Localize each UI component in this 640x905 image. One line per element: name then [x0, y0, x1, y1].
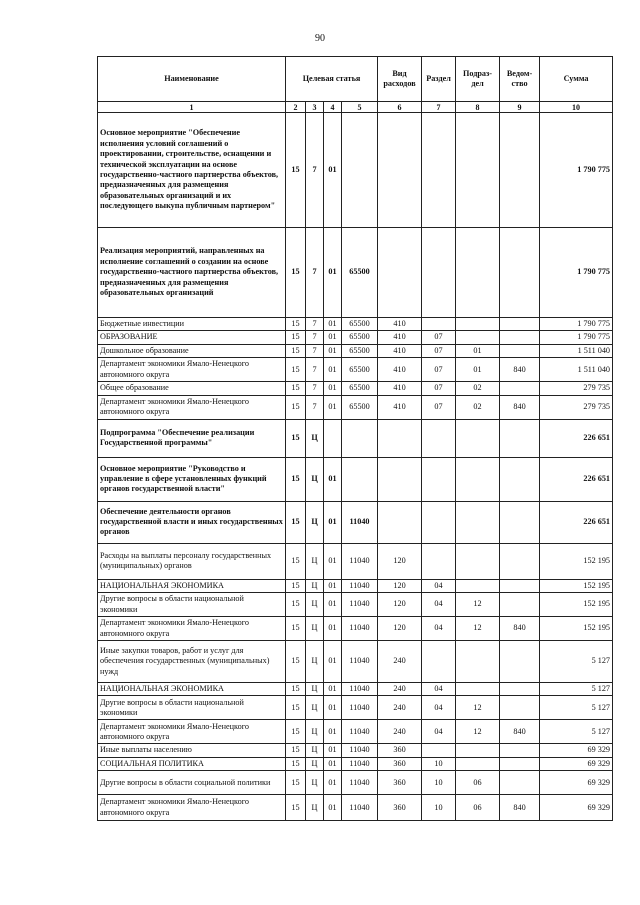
column-number: 7 — [422, 102, 456, 113]
target-article-event-cell: 01 — [324, 331, 342, 344]
target-article-program-cell: 15 — [286, 331, 306, 344]
page-number: 90 — [315, 33, 325, 44]
target-article-subprogram-cell: Ц — [306, 617, 324, 641]
target-article-program-cell: 15 — [286, 344, 306, 357]
target-article-program-cell: 15 — [286, 744, 306, 757]
target-article-event-cell: 01 — [324, 228, 342, 318]
row-name-cell: Основное мероприятие "Руководство и управление в сфере установленных функций органов государственной власти" — [98, 457, 286, 501]
target-article-program-cell: 15 — [286, 318, 306, 331]
expense-type-cell: 410 — [378, 382, 422, 395]
table-row — [98, 228, 613, 318]
section-cell — [422, 744, 456, 757]
target-article-subprogram-cell: 7 — [306, 331, 324, 344]
target-article-subprogram-cell: Ц — [306, 757, 324, 770]
target-article-event-cell: 01 — [324, 744, 342, 757]
department-cell: 840 — [500, 720, 540, 744]
subsection-cell: 12 — [456, 696, 500, 720]
section-cell — [422, 113, 456, 228]
department-cell — [500, 344, 540, 357]
target-article-program-cell: 15 — [286, 696, 306, 720]
column-number: 9 — [500, 102, 540, 113]
row-name-cell: Департамент экономики Ямало-Ненецкого автономного округа — [98, 395, 286, 419]
section-cell: 04 — [422, 683, 456, 696]
expense-type-cell — [378, 228, 422, 318]
target-article-subprogram-cell: Ц — [306, 720, 324, 744]
target-article-subprogram-cell: 7 — [306, 382, 324, 395]
target-article-program-cell: 15 — [286, 617, 306, 641]
target-article-subprogram-cell: 7 — [306, 318, 324, 331]
target-article-subprogram-cell: Ц — [306, 795, 324, 821]
row-name-cell: Обеспечение деятельности органов государственной власти и иных государственных органов — [98, 501, 286, 543]
amount-cell: 69 329 — [540, 771, 613, 795]
subsection-cell: 06 — [456, 795, 500, 821]
column-number: 6 — [378, 102, 422, 113]
section-cell — [422, 419, 456, 457]
column-number: 5 — [342, 102, 378, 113]
subsection-cell: 12 — [456, 617, 500, 641]
target-article-subprogram-cell: Ц — [306, 419, 324, 457]
amount-cell: 1 511 040 — [540, 344, 613, 357]
column-numbers-row — [98, 102, 613, 113]
column-number: 1 — [98, 102, 286, 113]
amount-cell: 226 651 — [540, 501, 613, 543]
target-article-program-cell: 15 — [286, 543, 306, 579]
target-article-direction-cell: 11040 — [342, 696, 378, 720]
expense-type-cell: 120 — [378, 593, 422, 617]
target-article-program-cell: 15 — [286, 382, 306, 395]
department-cell — [500, 593, 540, 617]
target-article-direction-cell: 11040 — [342, 757, 378, 770]
amount-cell: 152 195 — [540, 617, 613, 641]
column-number: 2 — [286, 102, 306, 113]
amount-cell: 5 127 — [540, 641, 613, 683]
target-article-event-cell: 01 — [324, 720, 342, 744]
amount-cell: 279 735 — [540, 395, 613, 419]
amount-cell: 1 790 775 — [540, 113, 613, 228]
expense-type-cell — [378, 113, 422, 228]
target-article-event-cell: 01 — [324, 771, 342, 795]
subsection-cell — [456, 757, 500, 770]
row-name-cell: НАЦИОНАЛЬНАЯ ЭКОНОМИКА — [98, 683, 286, 696]
section-cell — [422, 457, 456, 501]
section-cell — [422, 318, 456, 331]
department-cell — [500, 113, 540, 228]
row-name-cell: Департамент экономики Ямало-Ненецкого автономного округа — [98, 617, 286, 641]
target-article-event-cell: 01 — [324, 795, 342, 821]
department-cell — [500, 501, 540, 543]
header-amount: Сумма — [540, 57, 613, 102]
subsection-cell — [456, 228, 500, 318]
subsection-cell — [456, 683, 500, 696]
table-row — [98, 543, 613, 579]
expense-type-cell: 120 — [378, 543, 422, 579]
target-article-subprogram-cell: 7 — [306, 113, 324, 228]
amount-cell: 69 329 — [540, 744, 613, 757]
target-article-program-cell: 15 — [286, 228, 306, 318]
table-row — [98, 501, 613, 543]
row-name-cell: СОЦИАЛЬНАЯ ПОЛИТИКА — [98, 757, 286, 770]
subsection-cell: 12 — [456, 720, 500, 744]
amount-cell: 5 127 — [540, 720, 613, 744]
target-article-program-cell: 15 — [286, 720, 306, 744]
section-cell: 07 — [422, 344, 456, 357]
subsection-cell — [456, 501, 500, 543]
department-cell: 840 — [500, 617, 540, 641]
target-article-event-cell: 01 — [324, 344, 342, 357]
target-article-program-cell: 15 — [286, 358, 306, 382]
amount-cell: 1 790 775 — [540, 318, 613, 331]
row-name-cell: Реализация мероприятий, направленных на исполнение соглашений о создании на основе государственно-частного партнерства объектов, предназначенных для размещения образовательных организаций — [98, 228, 286, 318]
amount-cell: 152 195 — [540, 543, 613, 579]
expense-type-cell: 240 — [378, 683, 422, 696]
subsection-cell — [456, 318, 500, 331]
target-article-direction-cell: 65500 — [342, 382, 378, 395]
target-article-direction-cell: 11040 — [342, 543, 378, 579]
subsection-cell: 01 — [456, 344, 500, 357]
target-article-direction-cell — [342, 419, 378, 457]
table-row — [98, 593, 613, 617]
amount-cell: 69 329 — [540, 795, 613, 821]
header-department: Ведом-ство — [500, 57, 540, 102]
table-row — [98, 457, 613, 501]
row-name-cell: Дошкольное образование — [98, 344, 286, 357]
column-number: 3 — [306, 102, 324, 113]
department-cell — [500, 457, 540, 501]
expense-type-cell: 360 — [378, 744, 422, 757]
target-article-direction-cell: 65500 — [342, 344, 378, 357]
target-article-direction-cell: 65500 — [342, 318, 378, 331]
target-article-subprogram-cell: 7 — [306, 344, 324, 357]
header-target-article: Целевая статья — [286, 57, 378, 102]
target-article-direction-cell: 11040 — [342, 617, 378, 641]
amount-cell: 1 790 775 — [540, 331, 613, 344]
subsection-cell — [456, 641, 500, 683]
target-article-program-cell: 15 — [286, 419, 306, 457]
column-number: 10 — [540, 102, 613, 113]
target-article-subprogram-cell: Ц — [306, 543, 324, 579]
target-article-subprogram-cell: 7 — [306, 228, 324, 318]
target-article-direction-cell: 11040 — [342, 771, 378, 795]
row-name-cell: Другие вопросы в области национальной экономики — [98, 696, 286, 720]
target-article-program-cell: 15 — [286, 113, 306, 228]
expense-type-cell — [378, 457, 422, 501]
subsection-cell — [456, 113, 500, 228]
table-row — [98, 757, 613, 770]
department-cell — [500, 331, 540, 344]
target-article-program-cell: 15 — [286, 641, 306, 683]
target-article-subprogram-cell: Ц — [306, 696, 324, 720]
subsection-cell: 06 — [456, 771, 500, 795]
table-row — [98, 617, 613, 641]
table-row — [98, 318, 613, 331]
target-article-subprogram-cell: Ц — [306, 744, 324, 757]
row-name-cell: Основное мероприятие "Обеспечение исполнения условий соглашений о проектировании, строительстве, оснащении и технической эксплуатации на основе государственно-частного партнерства объектов, предназначенных для размещения образовательных организаций и их последующего выкупа публичным партнером" — [98, 113, 286, 228]
department-cell: 840 — [500, 395, 540, 419]
expense-type-cell: 240 — [378, 720, 422, 744]
expense-type-cell: 120 — [378, 617, 422, 641]
amount-cell: 152 195 — [540, 579, 613, 592]
target-article-event-cell: 01 — [324, 382, 342, 395]
table-row — [98, 744, 613, 757]
table-body — [98, 113, 613, 821]
section-cell: 07 — [422, 358, 456, 382]
target-article-subprogram-cell: 7 — [306, 358, 324, 382]
target-article-program-cell: 15 — [286, 757, 306, 770]
header-expense-type: Вид расходов — [378, 57, 422, 102]
target-article-direction-cell: 65500 — [342, 228, 378, 318]
subsection-cell: 12 — [456, 593, 500, 617]
section-cell: 10 — [422, 757, 456, 770]
expense-type-cell — [378, 501, 422, 543]
target-article-event-cell: 01 — [324, 579, 342, 592]
expense-type-cell: 410 — [378, 358, 422, 382]
subsection-cell — [456, 457, 500, 501]
target-article-subprogram-cell: 7 — [306, 395, 324, 419]
target-article-subprogram-cell: Ц — [306, 501, 324, 543]
department-cell: 840 — [500, 795, 540, 821]
subsection-cell — [456, 744, 500, 757]
amount-cell: 226 651 — [540, 419, 613, 457]
row-name-cell: Другие вопросы в области национальной экономики — [98, 593, 286, 617]
target-article-direction-cell: 65500 — [342, 331, 378, 344]
target-article-direction-cell: 11040 — [342, 593, 378, 617]
expense-type-cell: 410 — [378, 344, 422, 357]
row-name-cell: Общее образование — [98, 382, 286, 395]
target-article-event-cell — [324, 419, 342, 457]
row-name-cell: Расходы на выплаты персоналу государственных (муниципальных) органов — [98, 543, 286, 579]
expense-type-cell: 240 — [378, 641, 422, 683]
section-cell: 04 — [422, 720, 456, 744]
table-row — [98, 382, 613, 395]
table-row — [98, 641, 613, 683]
table-row — [98, 113, 613, 228]
subsection-cell — [456, 419, 500, 457]
target-article-event-cell: 01 — [324, 113, 342, 228]
target-article-program-cell: 15 — [286, 501, 306, 543]
section-cell: 04 — [422, 593, 456, 617]
expense-type-cell: 120 — [378, 579, 422, 592]
section-cell: 07 — [422, 331, 456, 344]
target-article-subprogram-cell: Ц — [306, 641, 324, 683]
subsection-cell — [456, 331, 500, 344]
amount-cell: 226 651 — [540, 457, 613, 501]
section-cell: 10 — [422, 795, 456, 821]
table-row — [98, 795, 613, 821]
section-cell: 10 — [422, 771, 456, 795]
department-cell — [500, 579, 540, 592]
target-article-direction-cell: 11040 — [342, 579, 378, 592]
budget-table — [97, 56, 613, 821]
amount-cell: 69 329 — [540, 757, 613, 770]
section-cell — [422, 641, 456, 683]
expense-type-cell — [378, 419, 422, 457]
department-cell — [500, 382, 540, 395]
table-row — [98, 696, 613, 720]
section-cell: 04 — [422, 579, 456, 592]
table-row — [98, 771, 613, 795]
amount-cell: 1 790 775 — [540, 228, 613, 318]
target-article-direction-cell: 11040 — [342, 720, 378, 744]
target-article-direction-cell: 11040 — [342, 641, 378, 683]
target-article-event-cell: 01 — [324, 696, 342, 720]
section-cell: 07 — [422, 395, 456, 419]
target-article-program-cell: 15 — [286, 395, 306, 419]
target-article-event-cell: 01 — [324, 358, 342, 382]
row-name-cell: Иные закупки товаров, работ и услуг для обеспечения государственных (муниципальных) нужд — [98, 641, 286, 683]
subsection-cell — [456, 579, 500, 592]
section-cell — [422, 228, 456, 318]
header-subsection: Подраз-дел — [456, 57, 500, 102]
header-section: Раздел — [422, 57, 456, 102]
section-cell — [422, 501, 456, 543]
target-article-direction-cell — [342, 457, 378, 501]
target-article-event-cell: 01 — [324, 617, 342, 641]
table-row — [98, 331, 613, 344]
table-row — [98, 395, 613, 419]
department-cell — [500, 683, 540, 696]
table-row — [98, 344, 613, 357]
section-cell: 04 — [422, 617, 456, 641]
subsection-cell: 01 — [456, 358, 500, 382]
department-cell — [500, 771, 540, 795]
target-article-event-cell: 01 — [324, 395, 342, 419]
table-row — [98, 683, 613, 696]
expense-type-cell: 410 — [378, 318, 422, 331]
department-cell — [500, 696, 540, 720]
amount-cell: 1 511 040 — [540, 358, 613, 382]
target-article-event-cell: 01 — [324, 543, 342, 579]
target-article-direction-cell: 11040 — [342, 795, 378, 821]
target-article-direction-cell: 11040 — [342, 683, 378, 696]
target-article-program-cell: 15 — [286, 579, 306, 592]
expense-type-cell: 410 — [378, 395, 422, 419]
expense-type-cell: 240 — [378, 696, 422, 720]
target-article-subprogram-cell: Ц — [306, 771, 324, 795]
target-article-program-cell: 15 — [286, 795, 306, 821]
expense-type-cell: 360 — [378, 771, 422, 795]
department-cell — [500, 543, 540, 579]
target-article-direction-cell: 11040 — [342, 744, 378, 757]
target-article-event-cell: 01 — [324, 457, 342, 501]
target-article-program-cell: 15 — [286, 593, 306, 617]
amount-cell: 152 195 — [540, 593, 613, 617]
header-row — [98, 57, 613, 102]
target-article-event-cell: 01 — [324, 501, 342, 543]
column-number: 8 — [456, 102, 500, 113]
expense-type-cell: 360 — [378, 795, 422, 821]
expense-type-cell: 410 — [378, 331, 422, 344]
table-row — [98, 358, 613, 382]
amount-cell: 279 735 — [540, 382, 613, 395]
amount-cell: 5 127 — [540, 683, 613, 696]
department-cell — [500, 228, 540, 318]
row-name-cell: Подпрограмма "Обеспечение реализации Государственной программы" — [98, 419, 286, 457]
department-cell — [500, 744, 540, 757]
target-article-program-cell: 15 — [286, 457, 306, 501]
target-article-program-cell: 15 — [286, 683, 306, 696]
row-name-cell: Департамент экономики Ямало-Ненецкого автономного округа — [98, 358, 286, 382]
target-article-subprogram-cell: Ц — [306, 457, 324, 501]
table-row — [98, 419, 613, 457]
amount-cell: 5 127 — [540, 696, 613, 720]
row-name-cell: Бюджетные инвестиции — [98, 318, 286, 331]
expense-type-cell: 360 — [378, 757, 422, 770]
row-name-cell: Другие вопросы в области социальной политики — [98, 771, 286, 795]
target-article-program-cell: 15 — [286, 771, 306, 795]
target-article-direction-cell: 65500 — [342, 395, 378, 419]
department-cell — [500, 641, 540, 683]
target-article-event-cell: 01 — [324, 757, 342, 770]
row-name-cell: Департамент экономики Ямало-Ненецкого автономного округа — [98, 720, 286, 744]
target-article-event-cell: 01 — [324, 318, 342, 331]
target-article-subprogram-cell: Ц — [306, 579, 324, 592]
department-cell — [500, 318, 540, 331]
target-article-event-cell: 01 — [324, 683, 342, 696]
department-cell — [500, 419, 540, 457]
target-article-event-cell: 01 — [324, 641, 342, 683]
row-name-cell: Иные выплаты населению — [98, 744, 286, 757]
subsection-cell: 02 — [456, 395, 500, 419]
target-article-direction-cell: 65500 — [342, 358, 378, 382]
row-name-cell: ОБРАЗОВАНИЕ — [98, 331, 286, 344]
department-cell — [500, 757, 540, 770]
target-article-event-cell: 01 — [324, 593, 342, 617]
row-name-cell: НАЦИОНАЛЬНАЯ ЭКОНОМИКА — [98, 579, 286, 592]
target-article-direction-cell — [342, 113, 378, 228]
target-article-subprogram-cell: Ц — [306, 593, 324, 617]
section-cell — [422, 543, 456, 579]
target-article-subprogram-cell: Ц — [306, 683, 324, 696]
table-row — [98, 720, 613, 744]
table-row — [98, 579, 613, 592]
subsection-cell: 02 — [456, 382, 500, 395]
header-name: Наименование — [98, 57, 286, 102]
target-article-direction-cell: 11040 — [342, 501, 378, 543]
subsection-cell — [456, 543, 500, 579]
section-cell: 04 — [422, 696, 456, 720]
row-name-cell: Департамент экономики Ямало-Ненецкого автономного округа — [98, 795, 286, 821]
section-cell: 07 — [422, 382, 456, 395]
department-cell: 840 — [500, 358, 540, 382]
column-number: 4 — [324, 102, 342, 113]
